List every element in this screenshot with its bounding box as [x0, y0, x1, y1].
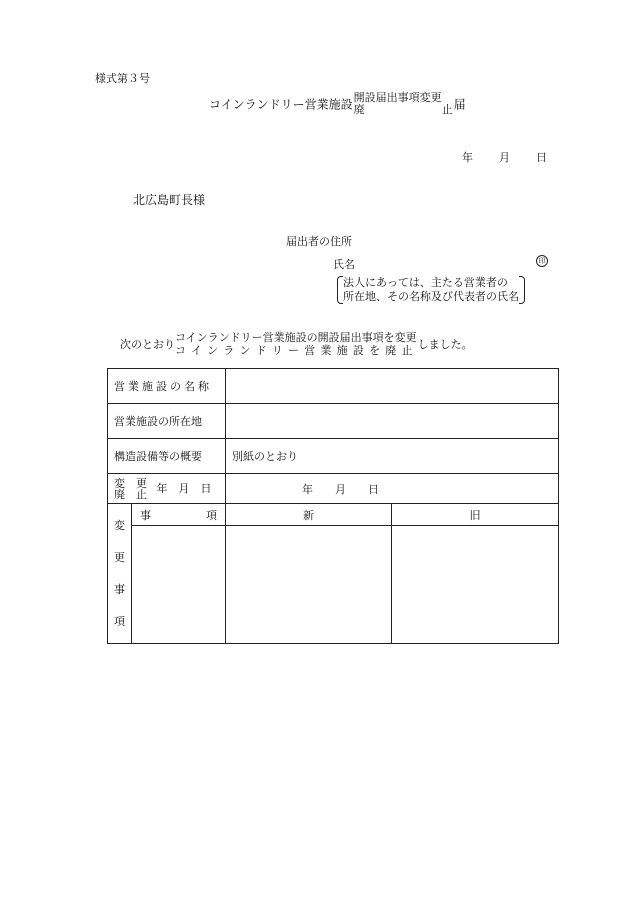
corporate-note-line2: 所在地、その名称及び代表者の氏名 [343, 290, 519, 303]
field-facility-name[interactable] [226, 369, 559, 404]
statement-stack-top: コインランドリー営業施設の開設届出事項を変更 [175, 331, 417, 344]
title-stack-top: 開設届出事項変更 [353, 91, 442, 104]
table-row [108, 439, 559, 474]
seal-mark: 印 [536, 255, 548, 267]
vertical-char: 変 [114, 518, 125, 532]
label-facility-location: 営業施設の所在地 [108, 404, 226, 439]
label-change-items-vertical [108, 504, 132, 644]
label-change-date-bottom: 廃 止 [114, 487, 147, 501]
addressee: 北広島町長様 [133, 193, 206, 207]
label-change-date-stack [114, 478, 147, 500]
field-facility-location[interactable] [226, 404, 559, 439]
statement [120, 331, 473, 357]
form-number: 様式第３号 [95, 72, 150, 85]
table-row [108, 474, 559, 504]
field-change-new[interactable] [226, 526, 392, 644]
field-change-old[interactable] [392, 526, 559, 644]
vertical-char: 事 [114, 582, 125, 596]
label-change-date-ymd: 年 月 日 [156, 481, 212, 495]
title-main: コインランドリー営業施設 [209, 97, 353, 112]
statement-stack-bottom: コインランドリー営業施設を廃止 [175, 344, 418, 357]
statement-stack [175, 331, 418, 357]
bracket-right [519, 276, 525, 304]
table-row [108, 404, 559, 439]
label-change-date [108, 474, 226, 504]
table-row [108, 504, 559, 526]
date-day: 日 [536, 151, 547, 164]
date-line [462, 149, 547, 165]
header-old: 旧 [392, 504, 559, 526]
date-month: 月 [499, 151, 510, 164]
notifier-address-label: 届出者の住所 [286, 235, 352, 248]
field-change-item[interactable] [132, 526, 226, 644]
notifier-name-label: 氏名 [333, 258, 355, 271]
vertical-char: 更 [114, 550, 125, 564]
table-row [108, 369, 559, 404]
bracket-left [337, 276, 343, 304]
corporate-note [337, 276, 525, 304]
notification-table [107, 368, 559, 644]
label-facility-name: 営業施設の名称 [108, 369, 226, 404]
title-end: 届 [453, 97, 466, 112]
header-new: 新 [226, 504, 392, 526]
label-change-date-top: 変 更 [114, 476, 147, 490]
header-item: 事 項 [132, 504, 226, 526]
document-title [209, 92, 466, 116]
title-stack [354, 92, 453, 116]
statement-post: しました。 [417, 338, 473, 351]
corporate-note-line1: 法人にあっては、主たる営業者の [343, 276, 508, 289]
statement-pre: 次のとおり [120, 338, 175, 351]
label-structure-overview: 構造設備等の概要 [108, 439, 226, 474]
table-row [108, 526, 559, 644]
date-year: 年 [462, 151, 473, 164]
title-stack-bottom: 廃 止 [353, 103, 453, 116]
vertical-char: 項 [114, 614, 125, 628]
field-change-date[interactable]: 年 月 日 [226, 474, 559, 504]
value-structure-overview: 別紙のとおり [226, 439, 559, 474]
